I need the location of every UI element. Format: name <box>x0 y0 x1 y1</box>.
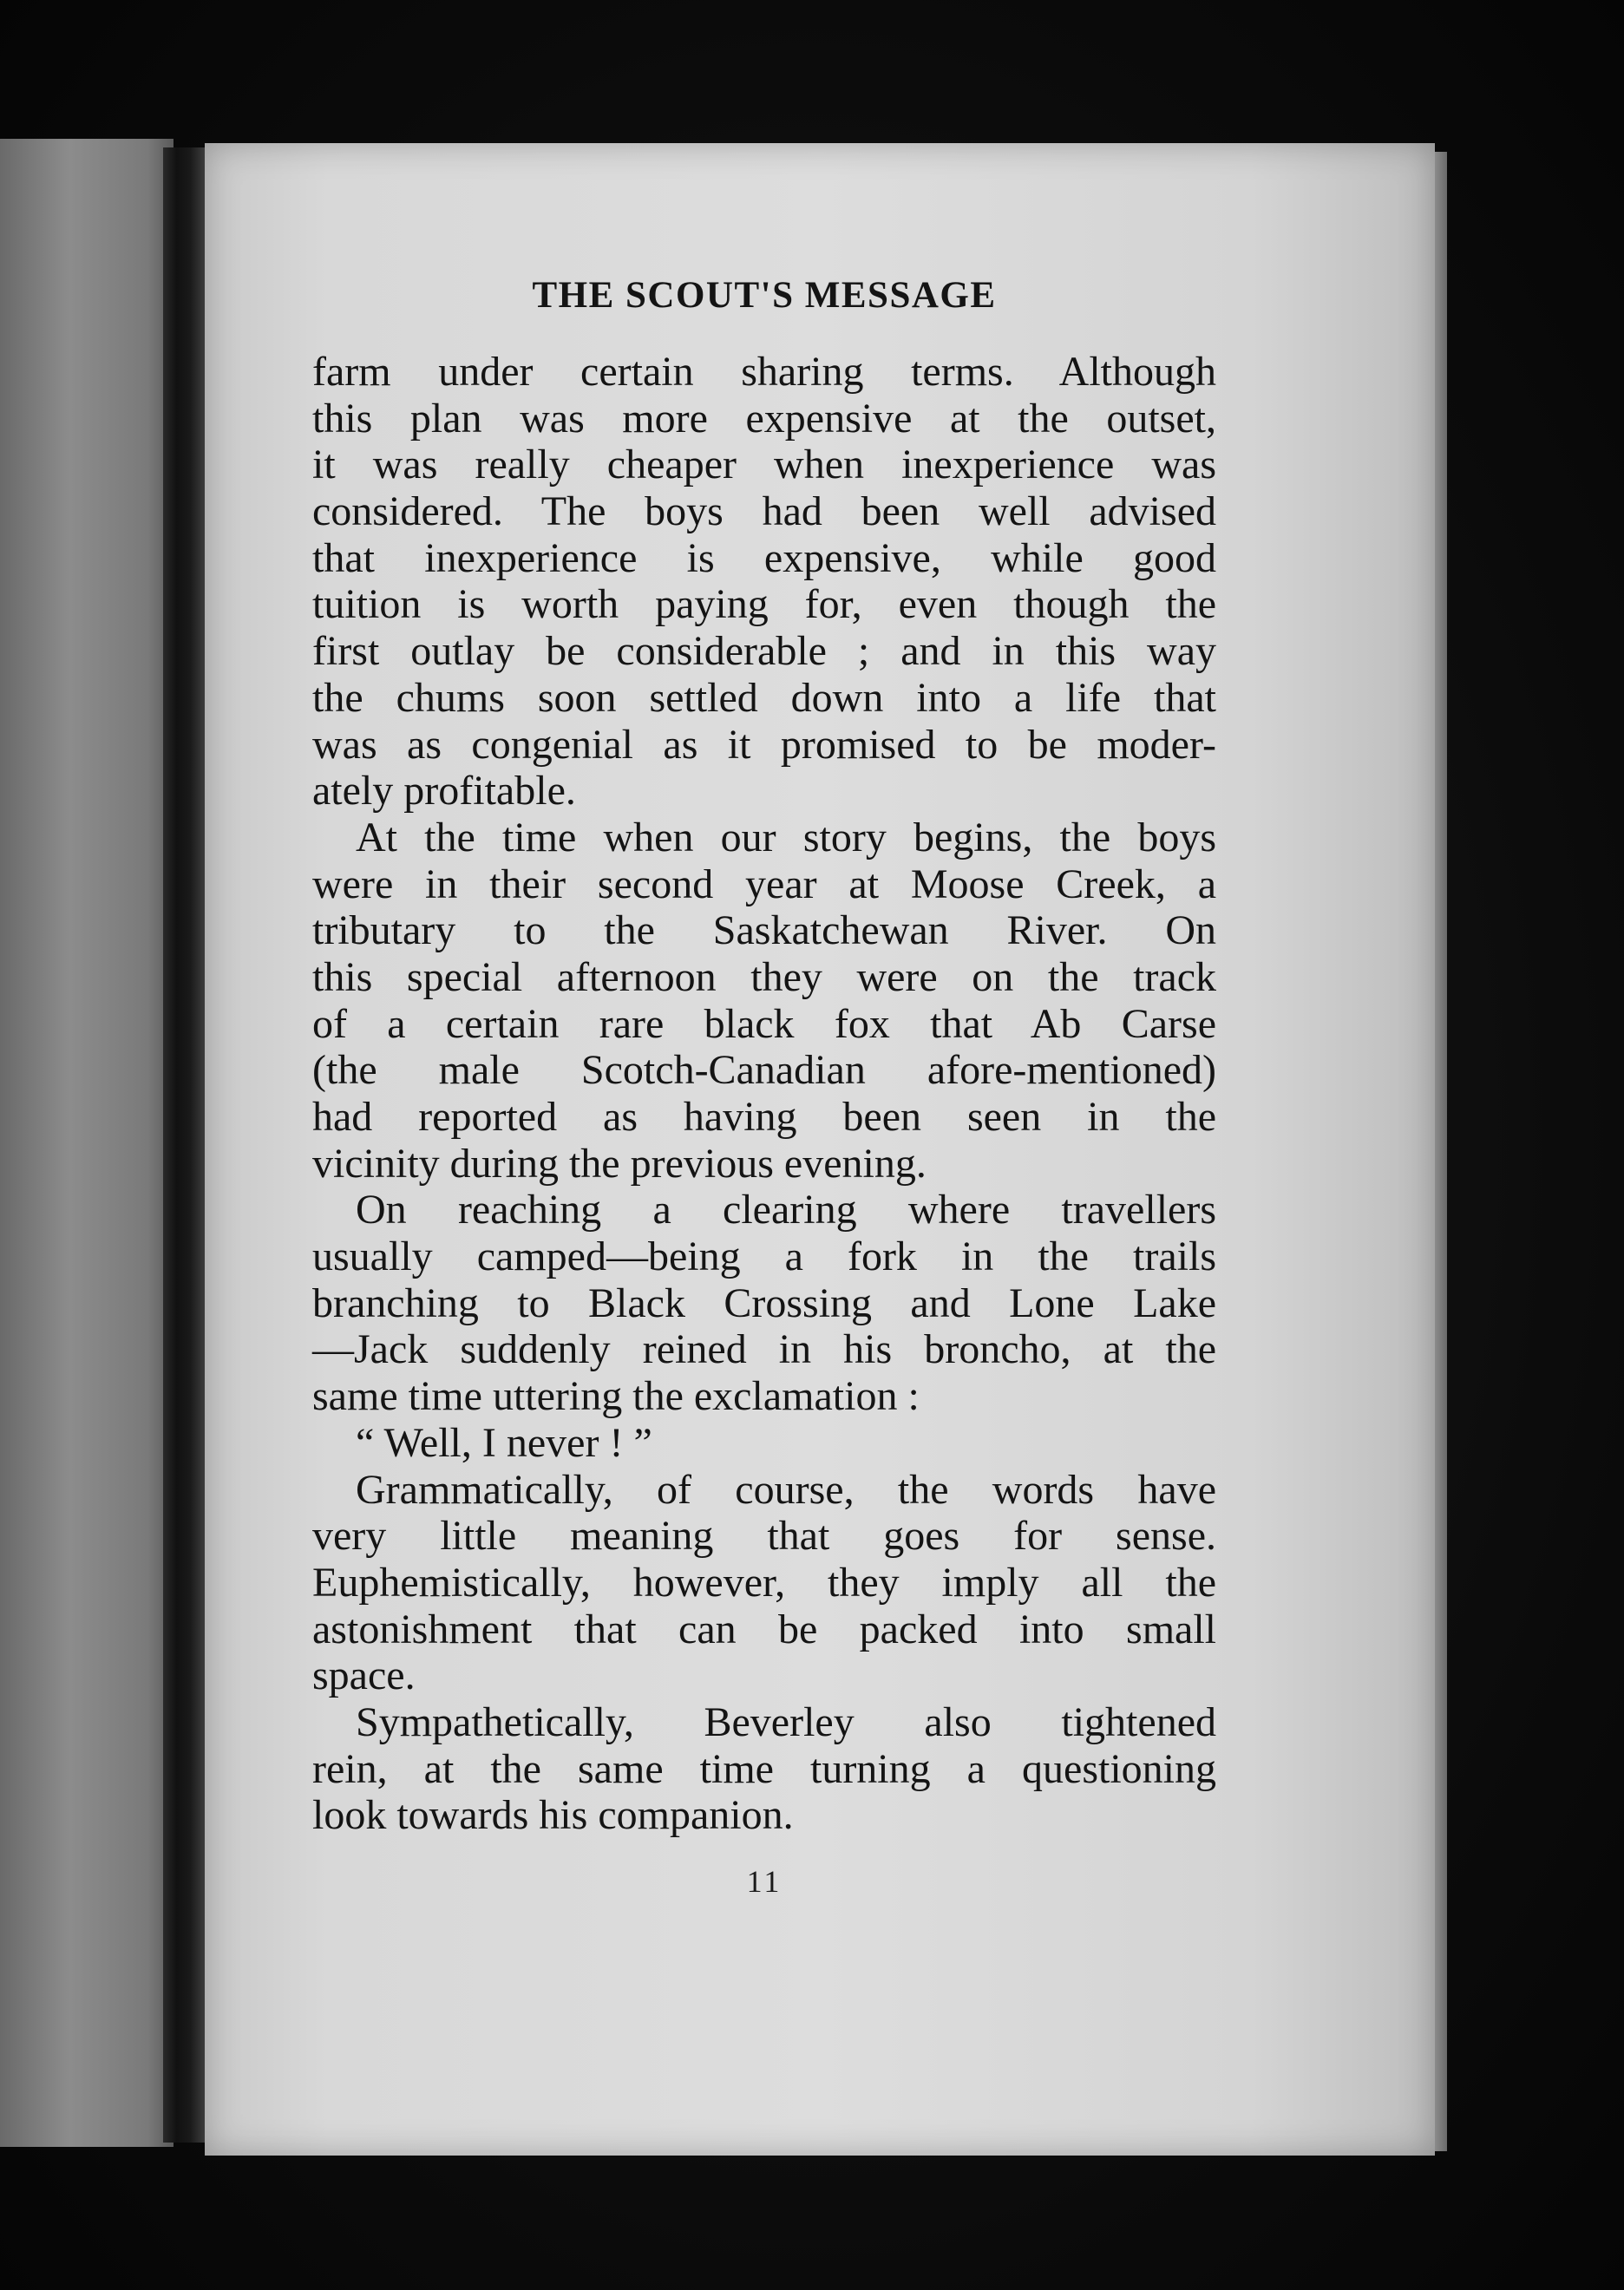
text-line: (the male Scotch-Canadian afore-mentioned) <box>312 1047 1216 1094</box>
text-line: At the time when our story begins, the boys <box>356 814 1216 860</box>
text-line: branching to Black Crossing and Lone Lake <box>312 1279 1216 1326</box>
text-line: Sympathetically, Beverley also tightened <box>356 1698 1216 1745</box>
body-text <box>312 349 1216 1839</box>
running-head: THE SCOUT'S MESSAGE <box>532 275 997 316</box>
paragraph <box>312 1420 1216 1467</box>
text-line: were in their second year at Moose Creek, a <box>312 860 1216 907</box>
text-line: that inexperience is expensive, while good <box>312 534 1216 581</box>
paragraph <box>312 1699 1216 1839</box>
text-line: astonishment that can be packed into small <box>312 1606 1216 1652</box>
text-line: rein, at the same time turning a questioning <box>312 1745 1216 1792</box>
text-line: space. <box>312 1652 416 1699</box>
text-line: same time uttering the exclamation : <box>312 1373 920 1420</box>
text-line: look towards his companion. <box>312 1792 794 1839</box>
book-gutter <box>163 147 208 2143</box>
text-line: it was really cheaper when inexperience was <box>312 442 1216 488</box>
text-line: was as congenial as it promised to be moder- <box>312 721 1216 768</box>
text-line: this special afternoon they were on the track <box>312 953 1216 1000</box>
text-line: considered. The boys had been well advised <box>312 488 1216 535</box>
text-line: farm under certain sharing terms. Although <box>312 349 1216 395</box>
text-line: tributary to the Saskatchewan River. On <box>312 907 1216 954</box>
text-line: this plan was more expensive at the outset, <box>312 395 1216 442</box>
text-line: tuition is worth paying for, even though the <box>312 581 1216 628</box>
text-line: On reaching a clearing where travellers <box>356 1187 1216 1233</box>
text-line: —Jack suddenly reined in his broncho, at the <box>312 1326 1216 1373</box>
text-line: the chums soon settled down into a life that <box>312 674 1216 721</box>
text-line: usually camped—being a fork in the trails <box>312 1233 1216 1280</box>
text-line: Grammatically, of course, the words have <box>356 1466 1216 1513</box>
paragraph <box>312 815 1216 1188</box>
page-number: 11 <box>746 1864 783 1899</box>
facing-page-edge <box>0 139 174 2147</box>
paragraph <box>312 1187 1216 1419</box>
text-line: of a certain rare black fox that Ab Carse <box>312 1000 1216 1047</box>
text-line: “ Well, I never ! ” <box>356 1419 652 1466</box>
text-line: Euphemistically, however, they imply all the <box>312 1559 1216 1606</box>
text-line: first outlay be considerable ; and in this way <box>312 628 1216 675</box>
paragraph <box>312 1467 1216 1699</box>
text-line: very little meaning that goes for sense. <box>312 1513 1216 1560</box>
paragraph <box>312 349 1216 815</box>
text-line: had reported as having been seen in the <box>312 1094 1216 1140</box>
text-line: ately profitable. <box>312 768 576 815</box>
text-line: vicinity during the previous evening. <box>312 1140 927 1187</box>
